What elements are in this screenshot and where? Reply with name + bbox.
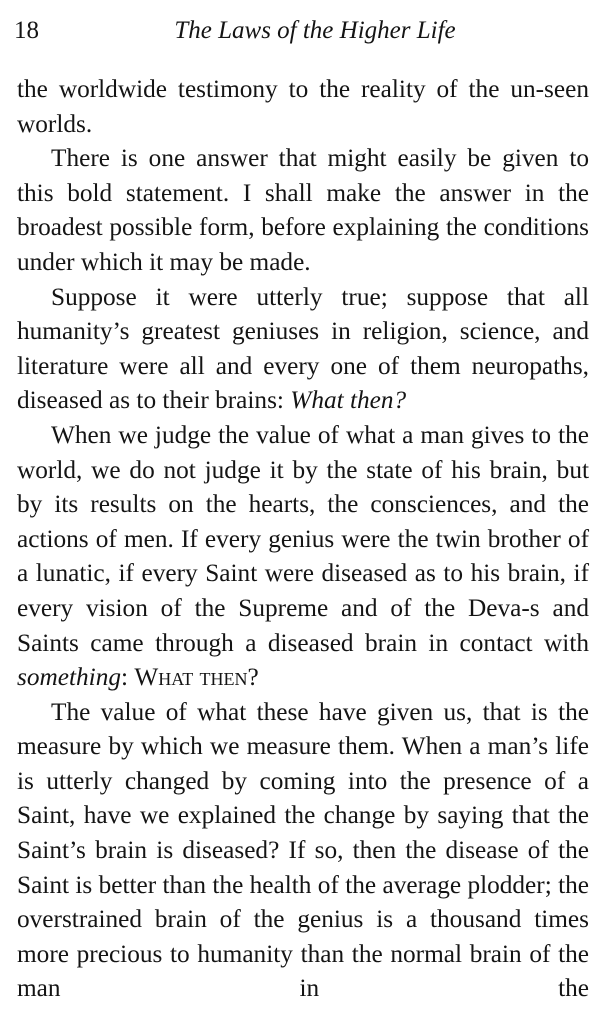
- paragraph-4: [17, 418, 589, 695]
- paragraph-3-text: Suppose it were utterly true; suppose that all humanity’s greatest geniuses in religion, science, and literature were all and every one of them neuropaths, diseased as to their brains:: [17, 282, 589, 415]
- paragraph-4-text: When we judge the value of what a man gives to the world, we do not judge it by the state of his brain, but by its results on the hearts, the consciences, and the actions of men. If every genius were the twin brother of a lunatic, if every Saint were diseased as to his brain, if every vision of the Supreme and of the Deva-s and Saints came through a diseased brain in contact with: [17, 420, 589, 657]
- page-number: 18: [14, 17, 39, 44]
- paragraph-3: [17, 280, 589, 418]
- paragraph-2-text: There is one answer that might easily be given to this bold statement. I shall make the answer in the broadest possible form, before explaining the conditions under which it may be made.: [17, 144, 589, 276]
- paragraph-1: [17, 72, 589, 141]
- paragraph-4-after-emphasis: :: [121, 663, 135, 692]
- body-text: [17, 72, 589, 1006]
- paragraph-5-text: The value of what these have given us, that is the measure by which we measure them. When a man’s life is utterly changed by coming into the presence of a Saint, have we explained the change by saying that the Saint’s brain is diseased? If so, then the disease of the Saint is better than the health of the average plodder; the overstrained brain of the genius is a thousand times more precious to humanity than the normal brain of the man in the: [17, 697, 589, 1003]
- paragraph-4-small-caps: What then?: [134, 663, 259, 692]
- paragraph-3-emphasis: What then?: [290, 386, 407, 415]
- paragraph-1-text: the worldwide testimony to the reality of the un-seen worlds.: [17, 75, 589, 138]
- paragraph-2: [17, 141, 589, 279]
- paragraph-4-emphasis: something: [17, 663, 121, 692]
- running-head: The Laws of the Higher Life: [174, 17, 456, 44]
- paragraph-5: [17, 695, 589, 1006]
- page-header: [14, 14, 586, 48]
